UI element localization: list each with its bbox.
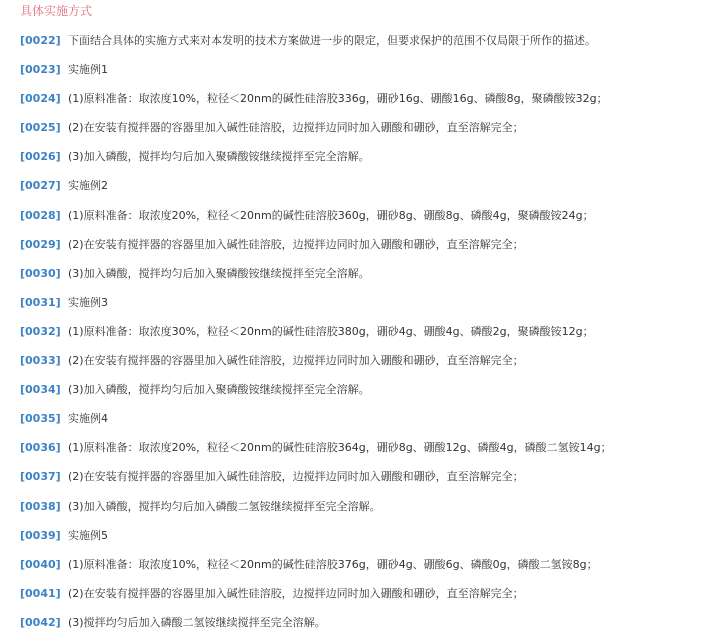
paragraph-text: (1)原料准备：取浓度20%，粒径＜20nm的碱性硅溶胶360g，硼砂8g、硼酸8g、磷酸4g，聚磷酸铵24g；	[68, 208, 594, 222]
paragraph-row	[20, 468, 695, 497]
paragraph-text: (3)加入磷酸，搅拌均匀后加入磷酸二氢铵继续搅拌至完全溶解。	[68, 499, 381, 513]
paragraph-number[interactable]: [0022]	[20, 34, 61, 47]
paragraph-number[interactable]: [0029]	[20, 237, 61, 251]
paragraph-number[interactable]: [0025]	[20, 121, 61, 135]
paragraph-text: (1)原料准备：取浓度10%，粒径＜20nm的碱性硅溶胶336g，硼砂16g、硼酸16g、磷酸8g，聚磷酸铵32g；	[68, 92, 608, 106]
paragraph-text: 实施例2	[68, 179, 108, 193]
paragraph-number[interactable]: [0035]	[20, 412, 61, 426]
paragraph-number[interactable]: [0024]	[20, 92, 61, 106]
paragraph-row	[20, 498, 695, 527]
section-title: 具体实施方式	[20, 4, 93, 18]
paragraph-number[interactable]: [0032]	[20, 324, 61, 338]
paragraph-row	[20, 236, 695, 265]
paragraph-row	[20, 61, 695, 90]
paragraph-text: (1)原料准备：取浓度20%，粒径＜20nm的碱性硅溶胶364g，硼砂8g、硼酸12g、磷酸4g，磷酸二氢铵14g；	[68, 441, 612, 455]
paragraph-text: (2)在安装有搅拌器的容器里加入碱性硅溶胶，边搅拌边同时加入硼酸和硼砂，直至溶解完全；	[68, 354, 524, 368]
paragraph-number[interactable]: [0034]	[20, 383, 61, 397]
paragraph-row	[20, 614, 695, 643]
paragraph-text: (3)加入磷酸，搅拌均匀后加入聚磷酸铵继续搅拌至完全溶解。	[68, 266, 370, 280]
paragraph-text: 实施例4	[68, 412, 108, 426]
paragraph-row	[20, 294, 695, 323]
paragraph-number[interactable]: [0027]	[20, 179, 61, 193]
paragraph-row	[20, 265, 695, 294]
paragraph-row	[20, 439, 695, 468]
paragraph-row	[20, 207, 695, 236]
paragraph-row	[20, 410, 695, 439]
paragraph-text: (3)搅拌均匀后加入磷酸二氢铵继续搅拌至完全溶解。	[68, 615, 326, 629]
paragraph-number[interactable]: [0036]	[20, 441, 61, 455]
paragraph-row	[20, 527, 695, 556]
paragraph-text: (3)加入磷酸，搅拌均匀后加入聚磷酸铵继续搅拌至完全溶解。	[68, 150, 370, 164]
paragraph-number[interactable]: [0023]	[20, 63, 61, 77]
paragraph-text: (3)加入磷酸，搅拌均匀后加入聚磷酸铵继续搅拌至完全溶解。	[68, 383, 370, 397]
paragraph-number[interactable]: [0038]	[20, 499, 61, 513]
paragraph-number[interactable]: [0028]	[20, 208, 61, 222]
paragraph-row	[20, 32, 695, 61]
paragraph-number[interactable]: [0040]	[20, 557, 61, 571]
paragraph-text: 下面结合具体的实施方式来对本发明的技术方案做进一步的限定，但要求保护的范围不仅局限于所作的描述。	[68, 34, 596, 47]
paragraph-number[interactable]: [0041]	[20, 586, 61, 600]
paragraph-row	[20, 585, 695, 614]
paragraph-text: 实施例1	[68, 63, 108, 77]
paragraph-text: (2)在安装有搅拌器的容器里加入碱性硅溶胶，边搅拌边同时加入硼酸和硼砂，直至溶解完全；	[68, 121, 524, 135]
paragraph-number[interactable]: [0026]	[20, 150, 61, 164]
paragraph-number[interactable]: [0031]	[20, 295, 61, 309]
paragraph-number[interactable]: [0042]	[20, 615, 61, 629]
paragraph-list	[20, 32, 695, 643]
paragraph-text: (2)在安装有搅拌器的容器里加入碱性硅溶胶，边搅拌边同时加入硼酸和硼砂，直至溶解完全；	[68, 237, 524, 251]
paragraph-text: (2)在安装有搅拌器的容器里加入碱性硅溶胶，边搅拌边同时加入硼酸和硼砂，直至溶解完全；	[68, 470, 524, 484]
paragraph-text: (1)原料准备：取浓度10%，粒径＜20nm的碱性硅溶胶376g，硼砂4g、硼酸6g、磷酸0g，磷酸二氢铵8g；	[68, 557, 598, 571]
paragraph-text: 实施例3	[68, 295, 108, 309]
paragraph-row	[20, 148, 695, 177]
paragraph-row	[20, 381, 695, 410]
paragraph-row	[20, 323, 695, 352]
paragraph-number[interactable]: [0037]	[20, 470, 61, 484]
paragraph-number[interactable]: [0030]	[20, 266, 61, 280]
paragraph-row	[20, 90, 695, 119]
paragraph-row	[20, 556, 695, 585]
paragraph-number[interactable]: [0039]	[20, 528, 61, 542]
paragraph-row	[20, 352, 695, 381]
paragraph-text: (1)原料准备：取浓度30%，粒径＜20nm的碱性硅溶胶380g，硼砂4g、硼酸4g、磷酸2g，聚磷酸铵12g；	[68, 324, 594, 338]
paragraph-text: (2)在安装有搅拌器的容器里加入碱性硅溶胶，边搅拌边同时加入硼酸和硼砂，直至溶解完全；	[68, 586, 524, 600]
paragraph-text: 实施例5	[68, 528, 108, 542]
paragraph-row	[20, 119, 695, 148]
paragraph-number[interactable]: [0033]	[20, 354, 61, 368]
paragraph-row	[20, 177, 695, 206]
